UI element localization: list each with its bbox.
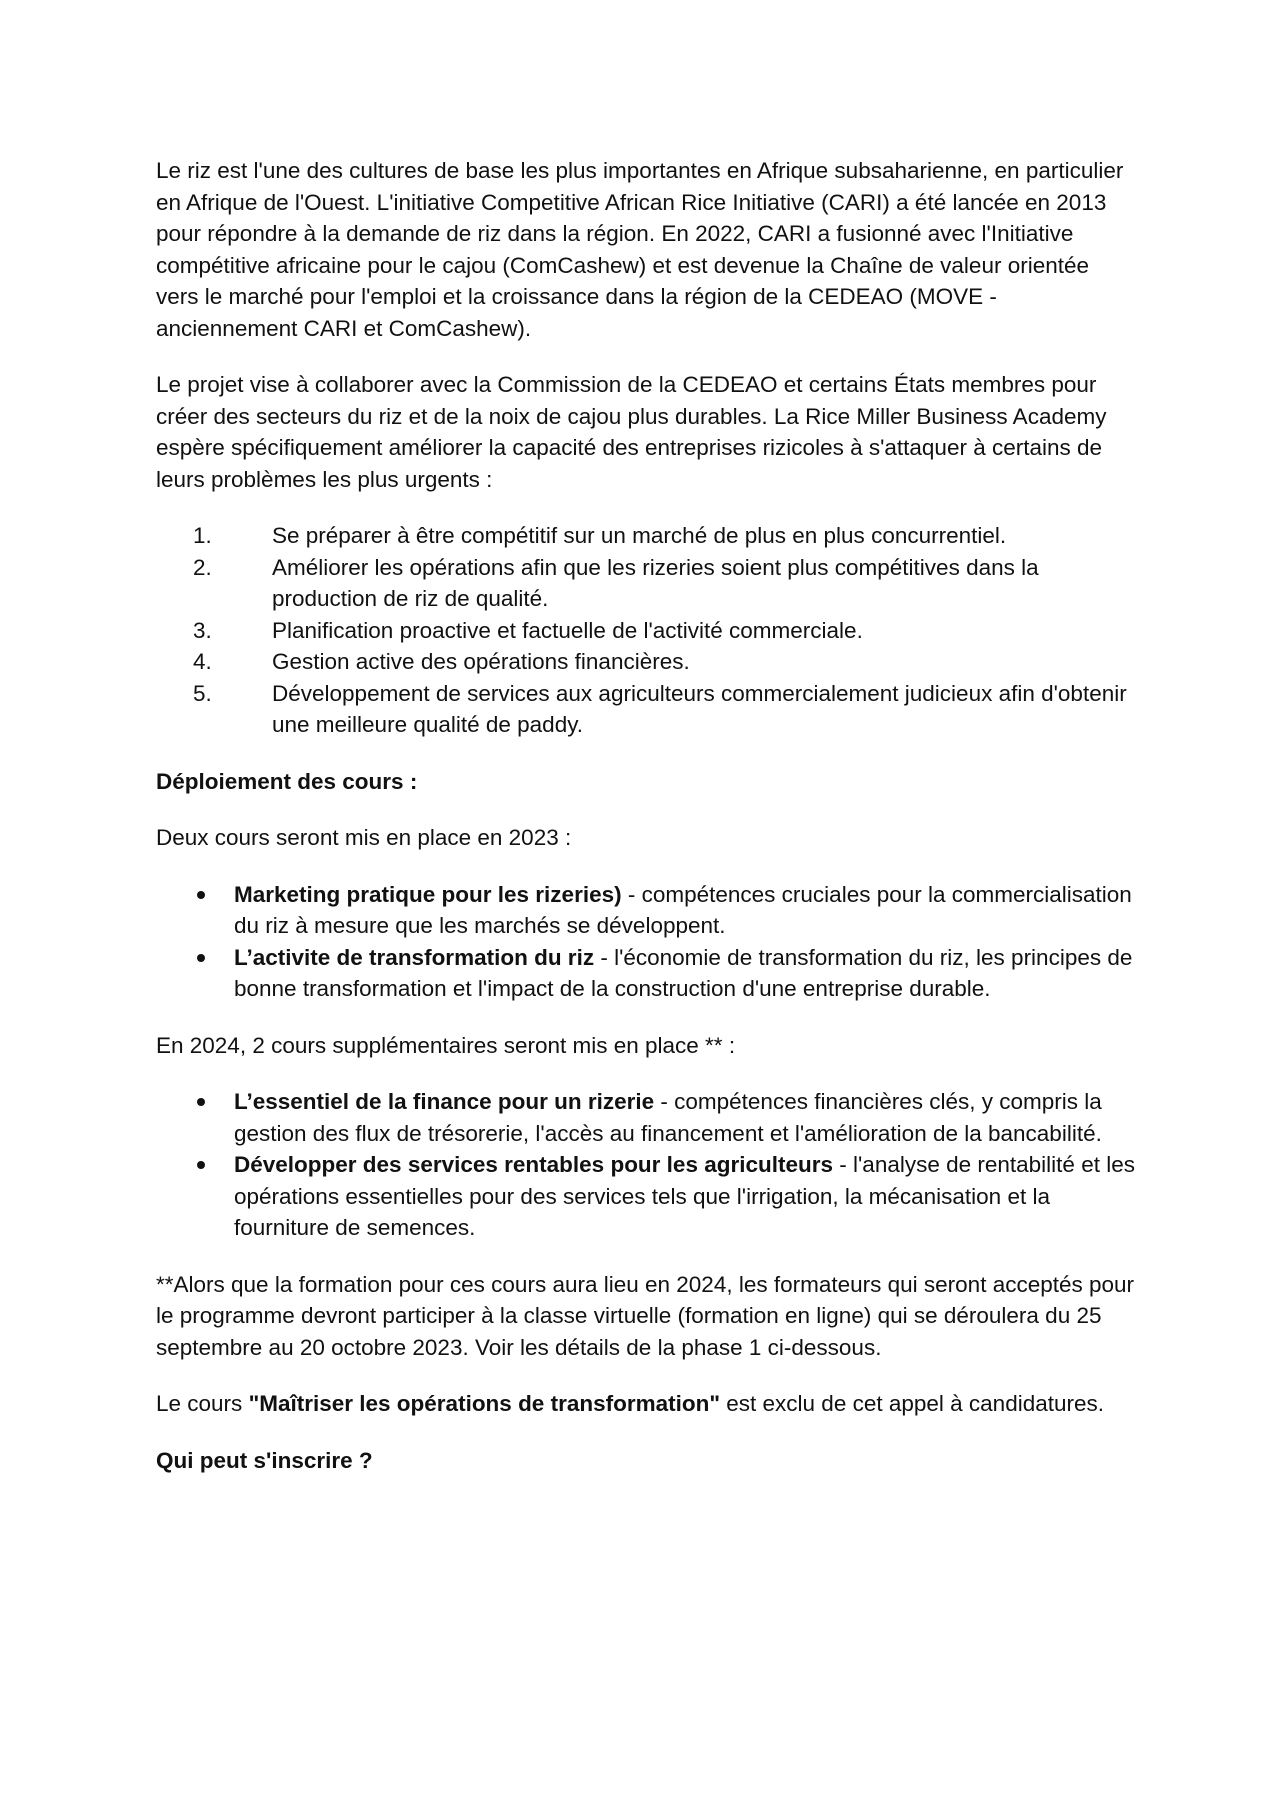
course-title: L’activite de transformation du riz xyxy=(234,944,595,970)
list-item-text: Planification proactive et factuelle de l'activité commerciale. xyxy=(272,617,863,643)
list-item-text: Gestion active des opérations financières. xyxy=(272,649,690,674)
list-item-text: Améliorer les opérations afin que les rizeries soient plus compétitives dans la production de riz de qualité. xyxy=(272,554,1039,611)
course-title: Marketing pratique pour les rizeries) xyxy=(234,881,622,907)
courses-2023-list xyxy=(156,879,1136,1005)
course-description: - compétences cruciales pour la commercialisation du riz à mesure que les marchés se développent. xyxy=(234,881,1132,938)
bullet-icon xyxy=(197,954,205,962)
list-item xyxy=(156,520,1136,552)
course-description: - l'analyse de rentabilité et les opérations essentielles pour des services tels que l'irrigation, la mécanisation et la fourniture de semences. xyxy=(234,1152,1135,1240)
courses-2023-intro: Deux cours seront mis en place en 2023 : xyxy=(156,825,572,850)
courses-2024-intro: En 2024, 2 cours supplémentaires seront mis en place ** : xyxy=(156,1032,736,1058)
list-item xyxy=(156,615,1136,647)
problems-list xyxy=(156,520,1136,741)
list-item xyxy=(156,552,1136,615)
list-item-text: Se préparer à être compétitif sur un marché de plus en plus concurrentiel. xyxy=(272,523,1007,548)
intro-paragraph: Le riz est l'une des cultures de base les plus importantes en Afrique subsaharienne, en particulier en Afrique de l'Ouest. L'initiative Competitive African Rice Initiative (CARI) a été lancée en 2013 pour répondre à la demande de riz dans la région. En 2022, CARI a fusionné avec l'Initiative compétitive africaine pour le cajou (ComCashew) et est devenue la Chaîne de valeur orientée vers le marché pour l'emploi et la croissance dans la région de la CEDEAO (MOVE - anciennement CARI et ComCashew). xyxy=(156,158,1124,341)
bullet-icon xyxy=(197,891,205,899)
course-description: - compétences financières clés, y compris la gestion des flux de trésorerie, l'accès au financement et l'amélioration de la bancabilité. xyxy=(234,1089,1102,1146)
project-paragraph: Le projet vise à collaborer avec la Commission de la CEDEAO et certains États membres pour créer des secteurs du riz et de la noix de cajou plus durables. La Rice Miller Business Academy espère spécifiquement améliorer la capacité des entreprises rizicoles à s'attaquer à certains de leurs problèmes les plus urgents : xyxy=(156,372,1107,492)
list-item xyxy=(156,678,1136,741)
list-item xyxy=(156,1086,1136,1149)
list-item xyxy=(156,1149,1136,1244)
list-number: 3. xyxy=(193,617,212,643)
note-paragraph: **Alors que la formation pour ces cours aura lieu en 2024, les formateurs qui seront acceptés pour le programme devront participer à la classe virtuelle (formation en ligne) qui se déroulera du 25 septembre au 20 octobre 2023. Voir les détails de la phase 1 ci-dessous. xyxy=(156,1271,1135,1360)
who-can-apply-heading: Qui peut s'inscrire ? xyxy=(156,1447,373,1473)
list-number: 2. xyxy=(193,554,212,580)
document-page xyxy=(156,155,1136,1501)
excluded-suffix: est exclu de cet appel à candidatures. xyxy=(720,1391,1105,1416)
excluded-course-paragraph xyxy=(156,1388,1136,1420)
excluded-prefix: Le cours xyxy=(156,1391,249,1416)
list-number: 5. xyxy=(193,680,212,706)
list-number: 4. xyxy=(193,649,212,674)
courses-2024-list xyxy=(156,1086,1136,1244)
list-item xyxy=(156,646,1136,678)
course-title: Développer des services rentables pour les agriculteurs xyxy=(234,1152,834,1177)
excluded-course-title: "Maîtriser les opérations de transformation" xyxy=(248,1391,721,1416)
list-item xyxy=(156,879,1136,942)
list-number: 1. xyxy=(193,523,212,548)
deployment-heading: Déploiement des cours : xyxy=(156,768,418,794)
list-item xyxy=(156,942,1136,1005)
bullet-icon xyxy=(197,1098,205,1106)
course-title: L’essentiel de la finance pour un rizerie xyxy=(234,1089,655,1114)
bullet-icon xyxy=(197,1161,205,1169)
list-item-text: Développement de services aux agriculteurs commercialement judicieux afin d'obtenir une meilleure qualité de paddy. xyxy=(272,680,1127,737)
course-description: - l'économie de transformation du riz, les principes de bonne transformation et l'impact de la construction d'une entreprise durable. xyxy=(234,944,1133,1001)
